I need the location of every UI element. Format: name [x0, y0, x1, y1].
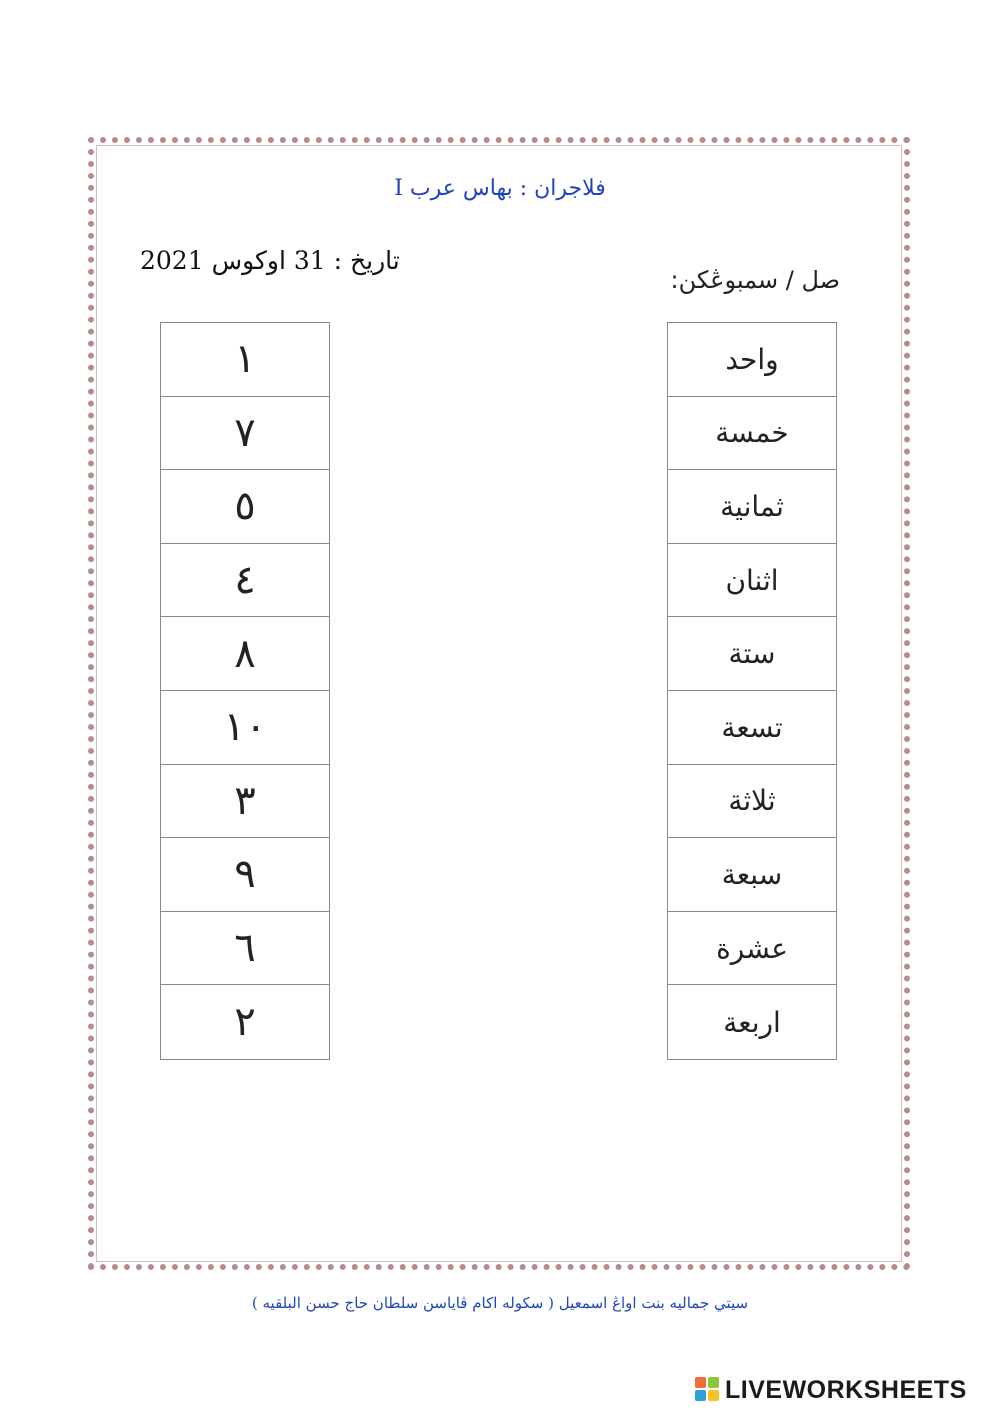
instruction-label: صل / سمبوڠكن:	[670, 266, 840, 294]
number-cell[interactable]: ٨	[161, 617, 329, 691]
word-cell[interactable]: اثنان	[668, 544, 836, 618]
word-cell[interactable]: تسعة	[668, 691, 836, 765]
number-cell[interactable]: ١	[161, 323, 329, 397]
number-cell[interactable]: ٦	[161, 912, 329, 986]
logo-text: LIVEWORKSHEETS	[725, 1375, 967, 1404]
number-cell[interactable]: ٢	[234, 999, 256, 1046]
numbers-column	[160, 322, 330, 1060]
word-cell[interactable]: سبعة	[668, 838, 836, 912]
number-cell[interactable]: ٣	[161, 765, 329, 839]
word-cell[interactable]: ثلاثة	[668, 765, 836, 839]
number-cell[interactable]: ٤	[161, 544, 329, 618]
word-cell[interactable]: اربعة	[723, 1005, 781, 1039]
word-cell[interactable]: خمسة	[668, 397, 836, 471]
word-cell[interactable]: واحد	[668, 323, 836, 397]
number-cell[interactable]: ٥	[161, 470, 329, 544]
author-credit: سيتي جماليه بنت اواڠ اسمعيل ( سكوله اکام ڤاياسن سلطان حاج حسن البلقيه )	[251, 1294, 749, 1312]
word-cell[interactable]: ثمانية	[668, 470, 836, 544]
lesson-title: فلاجران : بهاس عرب I	[394, 176, 606, 201]
liveworksheets-logo[interactable]	[695, 1375, 967, 1405]
words-column	[667, 322, 837, 1060]
date-label: تاريخ : 31 اوكوس 2021	[140, 246, 400, 275]
number-cell[interactable]: ١٠	[161, 691, 329, 765]
word-cell[interactable]: عشرة	[668, 912, 836, 986]
word-cell[interactable]: ستة	[668, 617, 836, 691]
logo-icon	[695, 1377, 721, 1403]
number-cell[interactable]: ٩	[161, 838, 329, 912]
number-cell[interactable]: ٧	[161, 397, 329, 471]
